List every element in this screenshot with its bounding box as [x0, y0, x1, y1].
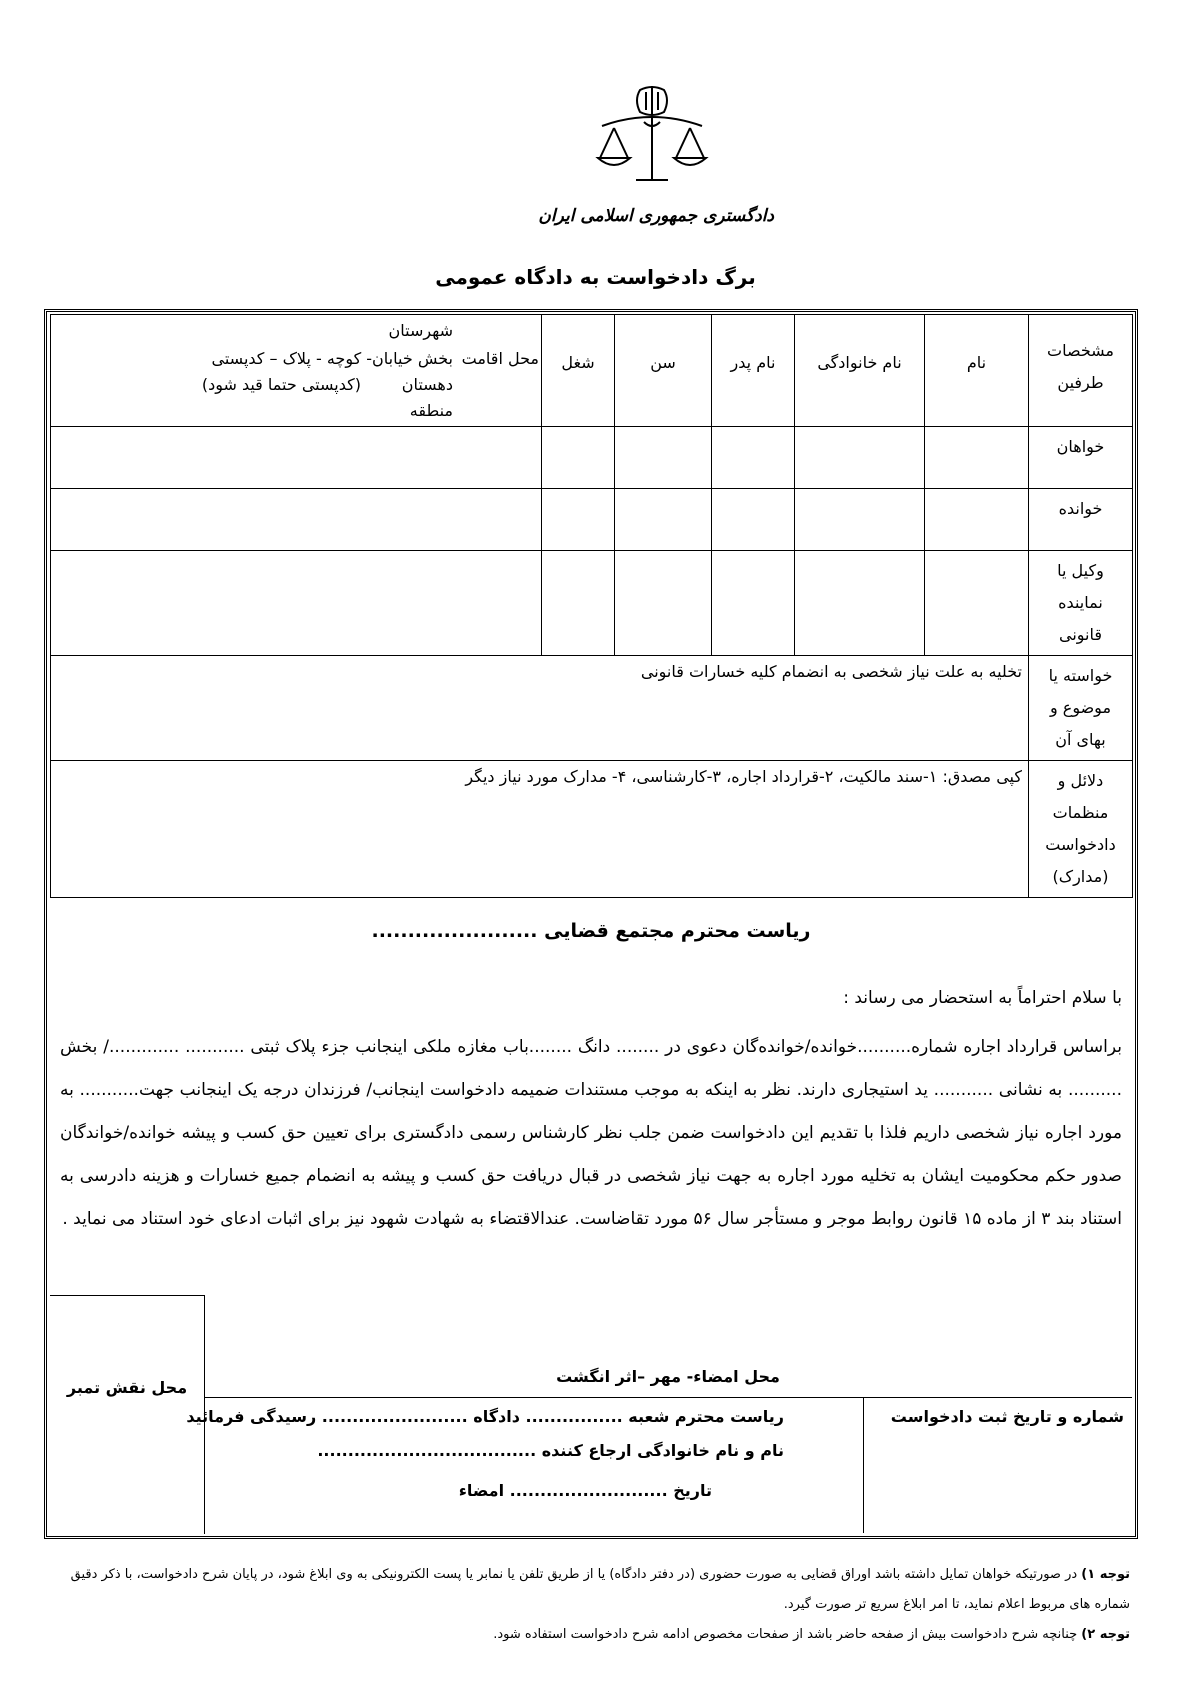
- defendant-age-field[interactable]: [615, 489, 712, 551]
- note-1-text: در صورتیکه خواهان تمایل داشته باشد اوراق قضایی به صورت حضوری (در دفتر دادگاه) یا از طریق تلفن یا نمابر یا پست الکترونیکی به وی ابلاغ شود، در پایان شرح دادخواست، با ذکر دقیق شماره های مربوط اعلام نماید، تا امر ابلاغ سریع تر صورت گیرد.: [70, 1567, 1130, 1612]
- subject-value[interactable]: تخلیه به علت نیاز شخصی به انضمام کلیه خسارات قانونی: [51, 656, 1029, 761]
- lawyer-father-name-field[interactable]: [712, 551, 795, 656]
- lawyer-job-field[interactable]: [542, 551, 615, 656]
- plaintiff-last-name-field[interactable]: [795, 427, 925, 489]
- letter-addressee: ریاست محترم مجتمع قضایی .......................: [371, 920, 811, 942]
- plaintiff-row: [51, 427, 1133, 489]
- plaintiff-father-name-field[interactable]: [712, 427, 795, 489]
- defendant-row: [51, 489, 1133, 551]
- referral-branch-line: ریاست محترم شعبه ................ دادگاه ........................ رسیدگی فرمائید: [186, 1407, 784, 1426]
- letter-body[interactable]: براساس قرارداد اجاره شماره..........خوانده/خوانده‌گان دعوی در ........ دانگ ........باب مغازه ملکی اینجانب جزء پلاک ثبتی ........... ............./ بخش .......... به نشانی ........... ید استیجاری دارند. نظر به اینکه به موجب مستندات ضمیمه دادخواست اینجانب/ فرزندان درجه یک اینجانب جهت........... به مورد اجاره نیاز شخصی داریم فلذا با تقدیم این دادخواست ضمن جلب نظر کارشناس رسمی دادگستری برای تعیین حق کسب و پیشه خوانده/خواندگان صدور حکم محکومیت ایشان به تخلیه مورد اجاره به جهت نیاز شخصی در قبال دریافت حق کسب و پیشه به انضمام جمیع خسارات و هزینه دادرسی به استناد بند ۳ از ماده ۱۵ قانون روابط موجر و مستأجر سال ۵۶ مورد تقاضاست. عندالاقتضاء به شهادت شهود نیز برای اثبات ادعای خود استناد می نماید .: [60, 1037, 1122, 1229]
- parties-table: [50, 314, 1133, 898]
- plaintiff-first-name-field[interactable]: [925, 427, 1029, 489]
- form-title: برگ دادخواست به دادگاه عمومی: [435, 265, 756, 289]
- col-job: شغل: [542, 315, 615, 427]
- defendant-address-field[interactable]: [51, 489, 542, 551]
- evidence-row: [51, 761, 1133, 898]
- lawyer-row: [51, 551, 1133, 656]
- plaintiff-job-field[interactable]: [542, 427, 615, 489]
- note-1: [60, 1560, 1130, 1620]
- defendant-father-name-field[interactable]: [712, 489, 795, 551]
- form-notes: [60, 1560, 1130, 1650]
- scales-of-justice-icon: [592, 82, 712, 192]
- address-county: شهرستان: [388, 321, 453, 340]
- lawyer-last-name-field[interactable]: [795, 551, 925, 656]
- defendant-first-name-field[interactable]: [925, 489, 1029, 551]
- corner-label: مشخصات طرفین: [1029, 315, 1133, 427]
- col-residence: [51, 315, 542, 427]
- note-2-label: توجه ۲): [1081, 1627, 1130, 1642]
- stamp-label: محل نقش تمبر: [66, 1378, 188, 1397]
- evidence-label: دلائل و منظمات دادخواست (مدارک): [1029, 761, 1133, 898]
- col-last-name: نام خانوادگی: [795, 315, 925, 427]
- defendant-job-field[interactable]: [542, 489, 615, 551]
- lawyer-address-field[interactable]: [51, 551, 542, 656]
- lawyer-label: وکیل یا نماینده قانونی: [1029, 551, 1133, 656]
- registration-box: [863, 1397, 1132, 1533]
- col-age: سن: [615, 315, 712, 427]
- subject-row: [51, 656, 1133, 761]
- header-row: [51, 315, 1133, 427]
- subject-label: خواسته یا موضوع و بهای آن: [1029, 656, 1133, 761]
- evidence-value[interactable]: کپی مصدق: ۱-سند مالکیت، ۲-قرارداد اجاره، ۳-کارشناسی، ۴- مدارک مورد نیاز دیگر: [51, 761, 1029, 898]
- signature-section: [50, 1295, 1132, 1533]
- col-father-name: نام پدر: [712, 315, 795, 427]
- referrer-name-line: نام و نام خانوادگی ارجاع کننده ....................................: [317, 1441, 784, 1460]
- signature-label: محل امضاء- مهر –اثر انگشت: [556, 1367, 780, 1386]
- plaintiff-age-field[interactable]: [615, 427, 712, 489]
- petition-letter: [50, 908, 1132, 1293]
- stamp-box: [50, 1295, 205, 1534]
- judiciary-emblem: [538, 82, 774, 232]
- judiciary-caption: دادگستری جمهوری اسلامی ایران: [538, 206, 774, 226]
- address-parts: بخش خیابان- کوچه - پلاک – کدپستی: [211, 349, 453, 368]
- lawyer-age-field[interactable]: [615, 551, 712, 656]
- address-region: منطقه: [409, 401, 453, 420]
- plaintiff-label: خواهان: [1029, 427, 1133, 489]
- letter-greeting: با سلام احتراماً به استحضار می رساند :: [843, 988, 1122, 1008]
- residence-label: محل اقامت: [461, 349, 539, 368]
- address-village: دهستان: [401, 375, 453, 394]
- defendant-label: خوانده: [1029, 489, 1133, 551]
- note-1-label: توجه ۱): [1081, 1567, 1130, 1582]
- note-2-text: چنانچه شرح دادخواست بیش از صفحه حاضر باشد از صفحات مخصوص ادامه شرح دادخواست استفاده شود.: [493, 1627, 1082, 1642]
- plaintiff-address-field[interactable]: [51, 427, 542, 489]
- registration-label: شماره و تاریخ ثبت دادخواست: [890, 1407, 1124, 1426]
- address-postal-note: (کدپستی حتما قید شود): [201, 375, 361, 394]
- lawyer-first-name-field[interactable]: [925, 551, 1029, 656]
- defendant-last-name-field[interactable]: [795, 489, 925, 551]
- col-first-name: نام: [925, 315, 1029, 427]
- note-2: [60, 1620, 1130, 1650]
- referral-date-line: تاریخ .......................... امضاء: [458, 1481, 712, 1500]
